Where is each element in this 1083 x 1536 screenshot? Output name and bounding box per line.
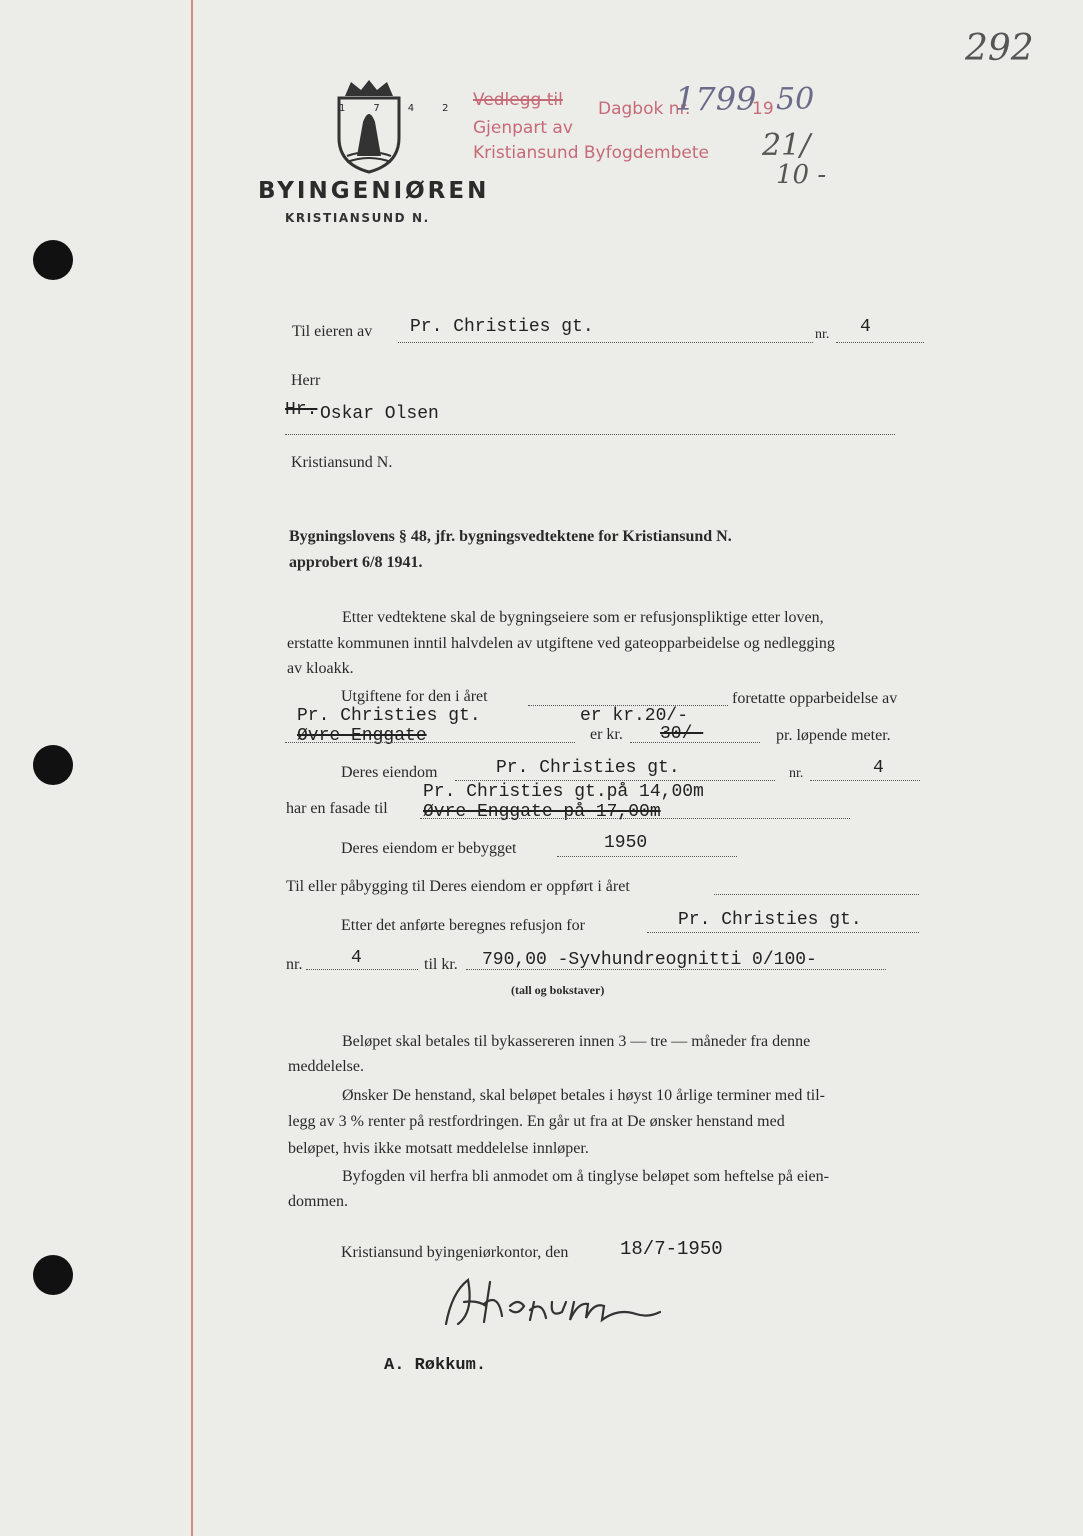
refusjon-street: Pr. Christies gt. [678,910,862,930]
til-eieren-label: Til eieren av [292,323,373,340]
dotted-line [836,342,924,343]
para1-line2: erstatte kommunen inntil halvdelen av utgiftene ved gateopparbeidelse og nedlegging [287,635,835,652]
er-kr-label: er kr. [590,726,623,743]
dotted-line [398,342,813,343]
dotted-line [810,780,920,781]
dotted-line [420,818,850,819]
closing-date: 18/7-1950 [620,1238,723,1260]
utgiftene-label: Utgiftene for den i året [341,688,488,705]
letterhead-subtitle: KRISTIANSUND N. [285,211,430,225]
nr-value: 4 [351,948,362,968]
city-crest-icon [333,78,405,174]
page-number: 292 [965,28,1034,69]
stamp-vedlegg-struck: Vedlegg til [473,90,563,110]
street-2-text: Øvre Enggate [297,726,427,746]
law-heading-1: Bygningslovens § 48, jfr. bygningsvedtektene for Kristiansund N. [289,528,732,545]
amount: 790,00 -Syvhundreognitti 0/100- [482,950,817,970]
dotted-line [647,932,919,933]
dotted-line [306,969,418,970]
para1-line3: av kloakk. [287,660,354,677]
para1-line1: Etter vedtektene skal de bygningseiere som er refusjonspliktige etter loven, [342,609,824,626]
dotted-line [285,742,575,743]
eiendom-nr-label: nr. [789,766,804,781]
eiendom-street: Pr. Christies gt. [496,758,680,778]
cost-2-struck [660,724,703,744]
red-margin-line [191,0,193,1536]
tall-og-bokstaver: (tall og bokstaver) [511,983,605,997]
letterhead-title: BYINGENIØREN [258,178,490,204]
fasade-1: Pr. Christies gt.på 14,00m [423,782,704,802]
bebygget-year: 1950 [604,833,648,853]
address-nr-label: nr. [815,327,830,342]
fasade-2-struck [423,802,661,822]
dotted-line [714,894,919,895]
refusjon-label: Etter det anførte beregnes refusjon for [341,917,585,934]
para2-line1: Beløpet skal betales til bykassereren innen 3 — tre — måneder fra denne [342,1033,811,1050]
recipient-name: Oskar Olsen [320,404,439,424]
address-nr: 4 [860,317,871,337]
punch-hole [33,1255,73,1295]
name-prefix-text: Hr. [285,400,318,420]
para4-line1: Byfogden vil herfra bli anmodet om å tinglyse beløpet som heftelse på eien- [342,1168,829,1185]
punch-hole [33,745,73,785]
name-prefix-struck [285,400,317,420]
dotted-line [455,780,775,781]
stamp-date-hand-2: 10 - [776,160,827,190]
dotted-line [630,742,760,743]
para3-line1: Ønsker De henstand, skal beløpet betales i høyst 10 årlige terminer med til- [342,1087,825,1104]
stamp-gjenpart: Gjenpart av [473,118,573,138]
address-street: Pr. Christies gt. [410,317,594,337]
stamp-line-1 [473,90,563,110]
deres-eiendom-label: Deres eiendom [341,764,438,781]
para3-line2: legg av 3 % renter på restfordringen. En går ut fra at De ønsker henstand med [288,1113,785,1130]
signer-name: A. Røkkum. [384,1356,487,1375]
stamp-year-suffix: 50 [776,82,815,117]
para4-line2: dommen. [288,1193,348,1210]
closing-place: Kristiansund byingeniørkontor, den [341,1244,569,1261]
stamp-dagbok-label: Dagbok nr. [598,99,691,119]
signature-icon [438,1272,668,1334]
stamp-dagbok-number: 1799 [675,80,757,118]
foretatte-label: foretatte opparbeidelse av [732,690,898,707]
street-2-struck [297,726,427,746]
street-1: Pr. Christies gt. [297,706,481,726]
para2-line2: meddelelse. [288,1058,364,1075]
crest-year-text: 1742 [339,103,477,114]
nr-label: nr. [286,956,303,973]
per-meter-label: pr. løpende meter. [776,727,891,744]
para3-line3: beløpet, hvis ikke motsatt meddelelse innløper. [288,1140,589,1157]
til-kr-label: til kr. [424,956,458,973]
crest-years [339,103,477,114]
eiendom-nr: 4 [873,758,884,778]
herr-label: Herr [291,372,321,389]
bebygget-label: Deres eiendom er bebygget [341,840,517,857]
fasade-label: har en fasade til [286,800,388,817]
law-heading-2: approbert 6/8 1941. [289,554,423,571]
stamp-date-hand-1: 21/ [762,128,811,163]
cost-2-text: 30/- [660,724,704,744]
fasade-2-text: Øvre Enggate på 17,00m [423,802,661,822]
dotted-line [557,856,737,857]
pabygging-label: Til eller påbygging til Deres eiendom er oppført i året [286,878,630,895]
dotted-line [285,434,895,435]
cost-1: er kr.20/- [580,706,689,726]
punch-hole [33,240,73,280]
stamp-year-prefix: 19 [752,99,774,119]
recipient-city: Kristiansund N. [291,454,393,471]
stamp-kristiansund: Kristiansund Byfogdembete [473,143,709,163]
